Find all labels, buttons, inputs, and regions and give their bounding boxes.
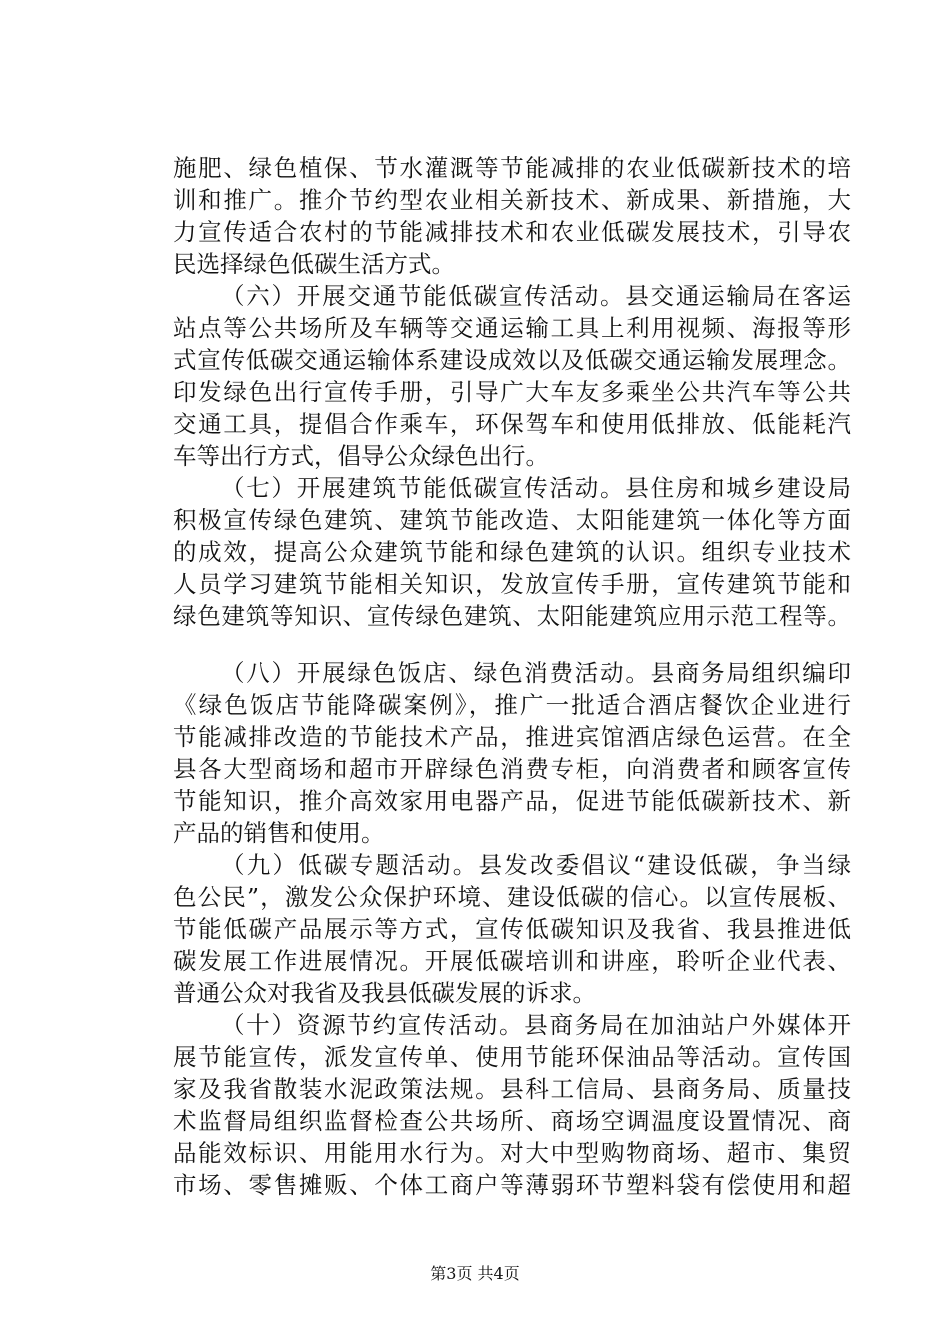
text-line: 县各大型商场和超市开辟绿色消费专柜，向消费者和顾客宣传 [173,755,851,783]
text-line: 产品的销售和使用。 [173,819,385,847]
text-line: 《绿色饭店节能降碳案例》，推广一批适合酒店餐饮企业进行 [173,691,851,719]
text-line: 式宣传低碳交通运输体系建设成效以及低碳交通运输发展理念。 [173,346,851,374]
text-line: 民选择绿色低碳生活方式。 [173,250,455,278]
text-line: 普通公众对我省及我县低碳发展的诉求。 [173,979,596,1007]
text-line: 力宣传适合农村的节能减排技术和农业低碳发展技术，引导农 [173,218,851,246]
text-line: 车等出行方式，倡导公众绿色出行。 [173,442,549,470]
paragraph-transport [173,280,851,472]
text-line: （十）资源节约宣传活动。县商务局在加油站户外媒体开 [221,1011,851,1039]
paragraph-green-hotel [173,657,851,849]
text-line: （六）开展交通节能低碳宣传活动。县交通运输局在客运 [221,282,851,310]
paragraph-low-carbon-event [173,849,851,1009]
text-line: 展节能宣传，派发宣传单、使用节能环保油品等活动。宣传国 [173,1043,851,1071]
text-line: 的成效，提高公众建筑节能和绿色建筑的认识。组织专业技术 [173,538,851,566]
text-line: （八）开展绿色饭店、绿色消费活动。县商务局组织编印 [221,659,851,687]
document-body [173,152,851,1201]
text-line: （七）开展建筑节能低碳宣传活动。县住房和城乡建设局 [221,474,851,502]
text-line: 站点等公共场所及车辆等交通运输工具上利用视频、海报等形 [173,314,851,342]
text-line: 节能知识，推介高效家用电器产品，促进节能低碳新技术、新 [173,787,851,815]
page-number: 第3页 共4页 [430,1264,520,1283]
text-line: 节能减排改造的节能技术产品，推进宾馆酒店绿色运营。在全 [173,723,851,751]
paragraph-building [173,472,851,632]
paragraph-gap [173,632,851,657]
text-line: 节能低碳产品展示等方式，宣传低碳知识及我省、我县推进低 [173,915,851,943]
text-line: 积极宣传绿色建筑、建筑节能改造、太阳能建筑一体化等方面 [173,506,851,534]
paragraph-resource-saving [173,1009,851,1201]
text-line: 市场、零售摊贩、个体工商户等薄弱环节塑料袋有偿使用和超 [173,1171,851,1199]
text-line: 术监督局组织监督检查公共场所、商场空调温度设置情况、商 [173,1107,851,1135]
text-line: 绿色建筑等知识、宣传绿色建筑、太阳能建筑应用示范工程等。 [173,602,851,630]
paragraph-agri-tech [173,152,851,280]
text-line: 印发绿色出行宣传手册，引导广大车友多乘坐公共汽车等公共 [173,378,851,406]
text-line: 训和推广。推介节约型农业相关新技术、新成果、新措施，大 [173,186,851,214]
text-line: （九）低碳专题活动。县发改委倡议“建设低碳，争当绿 [221,851,851,879]
page-footer [0,1264,950,1284]
text-line: 品能效标识、用能用水行为。对大中型购物商场、超市、集贸 [173,1139,851,1167]
text-line: 家及我省散装水泥政策法规。县科工信局、县商务局、质量技 [173,1075,851,1103]
text-line: 碳发展工作进展情况。开展低碳培训和讲座，聆听企业代表、 [173,947,851,975]
text-line: 交通工具，提倡合作乘车，环保驾车和使用低排放、低能耗汽 [173,410,851,438]
text-line: 色公民”，激发公众保护环境、建设低碳的信心。以宣传展板、 [173,883,851,911]
text-line: 人员学习建筑节能相关知识，发放宣传手册，宣传建筑节能和 [173,570,851,598]
text-line: 施肥、绿色植保、节水灌溉等节能减排的农业低碳新技术的培 [173,154,851,182]
